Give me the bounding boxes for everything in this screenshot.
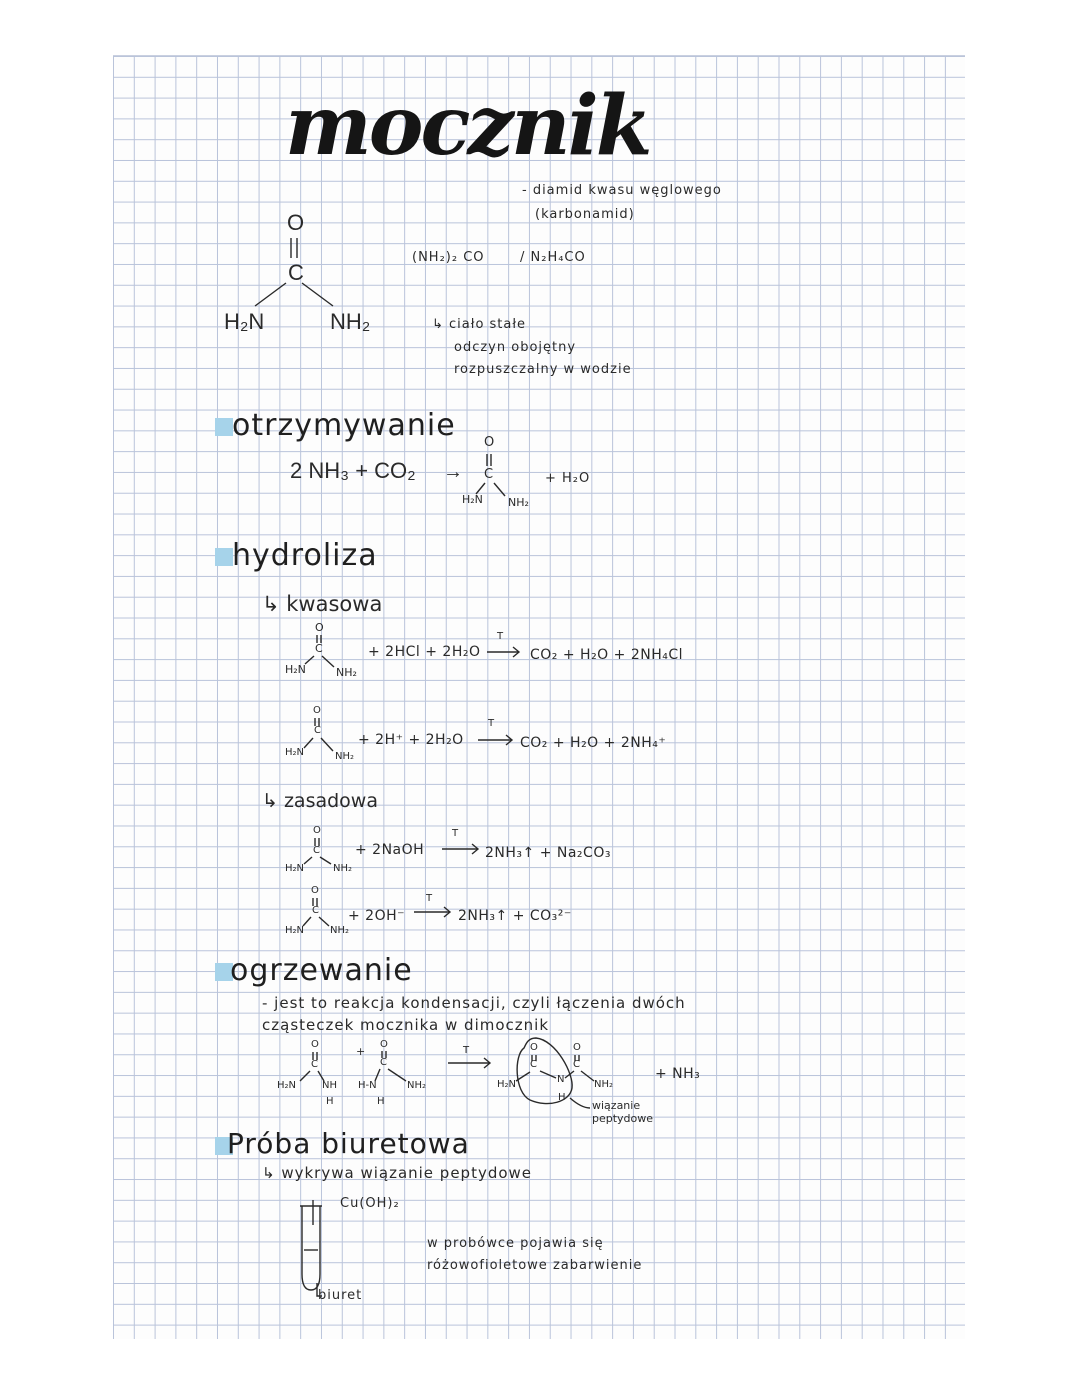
result-line2: różowofioletowe zabarwienie [427,1258,643,1273]
alt-name-text: (karbonamid) [535,207,635,222]
heading-proba: Próba biuretowa [227,1127,470,1160]
base2-c: C [312,905,319,916]
urea-nh2: NH₂ [508,496,529,509]
bond [318,1071,324,1081]
base2-o: O [311,885,319,896]
dimer-o1: O [530,1042,538,1053]
acid1-h2n: H₂N [285,663,306,676]
bond [304,738,313,748]
bond [581,1071,594,1081]
ogrz-b-h: H [377,1096,385,1107]
ogrz-plus: + [356,1045,366,1058]
peptide-bond-circle [517,1038,572,1104]
struct-left-group: H₂N [224,309,265,334]
bond [321,738,333,751]
sample-label: biuret [318,1288,363,1303]
property-3: rozpuszczalny w wodzie [454,362,632,377]
reaction-arrow: → [443,461,463,483]
urea-o: O [484,435,495,450]
ogrz-a-nh: NH [322,1080,337,1091]
bond [322,656,334,667]
heading-hydroliza: hydroliza [232,538,378,573]
reactants-text: 2 NH₃ + CO₂ [290,458,416,483]
dimer-n: N [557,1074,565,1085]
urea-h2n: H₂N [462,493,483,506]
ogrz-a-h: H [326,1096,334,1107]
base1-nh2: NH₂ [333,863,353,874]
acid2-h2n: H₂N [285,747,305,758]
page-title: mocznik [285,78,650,174]
bond [388,1069,406,1081]
bond [375,1069,380,1081]
formula-text: (NH₂)₂ CO [412,250,485,265]
bond [300,1071,310,1081]
product-water: + H₂O [545,471,591,486]
ogrzewanie-line1: - jest to reakcja kondensacji, czyli łączenia dwóch [262,994,686,1012]
base1-h2n: H₂N [285,863,305,874]
base2-T: T [426,893,433,904]
heading-ogrzewanie: ogrzewanie [230,953,413,988]
ogrz-b-c: C [380,1057,387,1068]
proba-line1: ↳ wykrywa wiązanie peptydowe [262,1164,533,1182]
acid1-o: O [315,621,324,634]
dimer-o2: O [573,1042,581,1053]
ogrz-a-o: O [311,1039,319,1050]
acid-prod1: CO₂ + H₂O + 2NH₄Cl [530,647,684,663]
ogrz-b-hn: H-N [358,1080,377,1091]
base-prod2: 2NH₃↑ + CO₃²⁻ [458,908,572,924]
bond-pointer [570,1098,590,1108]
bond [494,483,505,496]
acid2-c: C [314,725,321,736]
heading-otrzymywanie: otrzymywanie [232,408,456,443]
result-line1: w probówce pojawia się [427,1236,604,1251]
reagent-label: Cu(OH)₂ [340,1196,400,1211]
bond [255,283,286,306]
ogrz-b-o: O [380,1039,388,1050]
bond [305,656,314,664]
base-eq1: + 2NaOH [355,842,425,858]
ogrz-a-c: C [311,1059,318,1070]
acid2-nh2: NH₂ [335,751,355,762]
dimer-c1: C [530,1059,537,1070]
base1-T: T [452,828,459,839]
bond [304,857,312,864]
ogrz-T: T [463,1045,470,1056]
acid-eq1: + 2HCl + 2H₂O [368,644,481,660]
bond [476,483,485,494]
base-eq2: + 2OH⁻ [348,908,406,924]
base-prod1: 2NH₃↑ + Na₂CO₃ [485,845,611,861]
base-label: ↳ zasadowa [262,790,378,812]
dimer-h2n: H₂N [497,1079,517,1090]
acid1-c: C [315,642,323,655]
dimer-h: H [558,1092,566,1103]
base2-h2n: H₂N [285,925,305,936]
acid-eq2: + 2H⁺ + 2H₂O [358,732,464,748]
property-1: ↳ ciało stałe [432,317,527,332]
bond-label-2: peptydowe [592,1112,654,1125]
acid-label: ↳ kwasowa [262,592,383,616]
dimer-nh2: NH₂ [594,1079,614,1090]
ogrz-product-nh3: + NH₃ [655,1066,701,1082]
bond-label: wiązanie [592,1099,641,1112]
acid2-T: T [488,718,495,729]
bond [540,1071,556,1078]
struct-oxygen: O [287,210,305,235]
property-2: odczyn obojętny [454,340,577,355]
acid1-nh2: NH₂ [336,666,357,679]
bond [303,917,311,926]
test-tube [302,1206,320,1290]
struct-right-group: NH₂ [330,309,371,334]
ogrz-b-nh2: NH₂ [407,1080,427,1091]
acid1-T: T [497,631,504,642]
bond [302,283,333,306]
acid-prod2: CO₂ + H₂O + 2NH₄⁺ [520,735,667,751]
dimer-c2: C [573,1059,580,1070]
base1-o: O [313,825,321,836]
urea-c: C [484,467,494,482]
bond [320,857,331,864]
acid2-o: O [313,705,321,716]
base2-nh2: NH₂ [330,925,350,936]
formula-alt-text: / N₂H₄CO [520,250,586,265]
ogrzewanie-line2: cząsteczek mocznika w dimocznik [262,1016,550,1034]
base1-c: C [313,845,320,856]
ogrz-a-h2n: H₂N [277,1080,297,1091]
struct-carbon: C [288,260,304,285]
definition-text: - diamid kwasu węglowego [522,183,722,198]
bond [319,917,329,926]
